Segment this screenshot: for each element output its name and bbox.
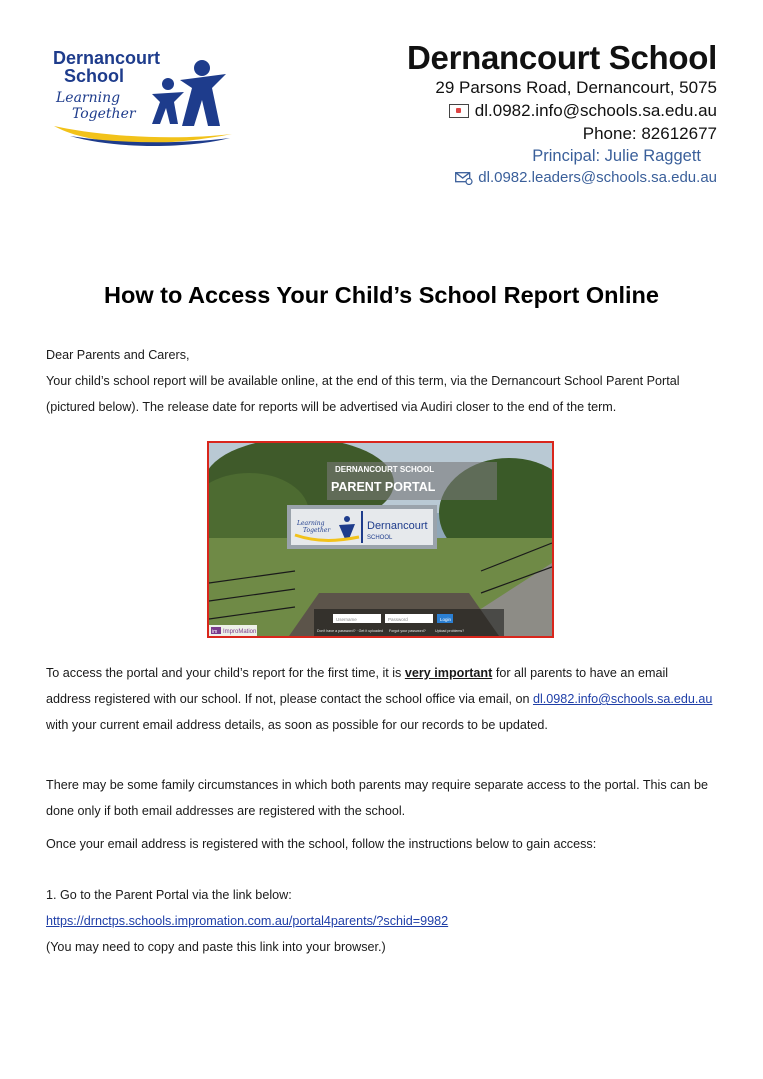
portal-brand-logo-icon: im xyxy=(212,629,218,635)
page-title: How to Access Your Child’s School Report Online xyxy=(104,282,659,308)
logo-line1: Dernancourt xyxy=(53,48,161,68)
office-email-link[interactable]: dl.0982.info@schools.sa.edu.au xyxy=(533,692,713,706)
portal-link-2: Forgot your password? xyxy=(389,629,426,633)
access-text-2: for all parents to have an email address registered with our school. If not, please contact the school office via email, on xyxy=(46,666,669,706)
intro-body: Your child’s school report will be available online, at the end of this term, via the Dernancourt School Parent Portal (pictured below). The release date for reports will be advertised via Audiri closer to the end of the term. xyxy=(46,374,680,414)
access-emphasis: very important xyxy=(404,666,493,680)
envelope-icon xyxy=(455,172,473,185)
portal-username-field: Username xyxy=(336,617,357,622)
portal-sign-tag2: Together xyxy=(303,527,331,534)
principal-name: Principal: Julie Raggett xyxy=(532,147,701,165)
access-text-1: To access the portal and your child’s report for the first time, it is xyxy=(46,666,405,680)
portal-sign-tag1: Learning xyxy=(297,520,325,527)
portal-sign-sub: SCHOOL xyxy=(367,535,393,541)
school-address: 29 Parsons Road, Dernancourt, 5075 xyxy=(435,78,717,97)
intro-section xyxy=(46,342,716,420)
school-contact-block xyxy=(407,40,717,189)
portal-link-1: Don't have a password? · Get it uploaded xyxy=(317,629,384,633)
school-email[interactable]: dl.0982.info@schools.sa.edu.au xyxy=(474,101,717,120)
portal-login-button: Login xyxy=(440,617,452,622)
leaders-email[interactable]: dl.0982.leaders@schools.sa.edu.au xyxy=(478,169,717,186)
portal-password-field: Password xyxy=(388,617,408,622)
step-1-section xyxy=(46,882,716,960)
logo-tagline1: Learning xyxy=(56,90,121,106)
phone-line xyxy=(407,122,717,145)
access-paragraph-3: Once your email address is registered with the school, follow the instructions below to gain access: xyxy=(46,837,597,851)
portal-school-label: DERNANCOURT SCHOOL xyxy=(335,465,435,474)
access-text-3: with your current email address details, as soon as possible for our records to be updated. xyxy=(46,718,548,732)
portal-title-label: PARENT PORTAL xyxy=(331,480,436,494)
mail-icon xyxy=(449,104,469,118)
logo-line2: School xyxy=(64,66,125,86)
logo-figures-icon xyxy=(152,60,226,126)
school-logo xyxy=(50,44,235,154)
portal-link[interactable]: https://drnctps.schools.impromation.com.au/portal4parents/?schid=9982 xyxy=(46,914,449,928)
school-phone: Phone: 82612677 xyxy=(582,124,717,143)
portal-brand: ImproMation xyxy=(223,629,257,635)
greeting: Dear Parents and Carers, xyxy=(46,348,190,362)
access-paragraph-2: There may be some family circumstances in which both parents may require separate access to the portal. This can be done only if both email addresses are registered with the school. xyxy=(46,778,708,818)
leaders-email-line xyxy=(407,167,717,189)
portal-sign-name: Dernancourt xyxy=(367,520,428,532)
portal-link-3: Upload problems? xyxy=(435,629,465,633)
logo-tagline2: Together xyxy=(72,106,136,122)
access-paragraph-1 xyxy=(46,660,716,738)
step-1-text: 1. Go to the Parent Portal via the link below: xyxy=(46,888,292,902)
portal-screenshot xyxy=(207,441,554,638)
email-line xyxy=(407,99,717,122)
step-1-note: (You may need to copy and paste this link into your browser.) xyxy=(46,940,386,954)
school-name: Dernancourt School xyxy=(407,39,717,76)
